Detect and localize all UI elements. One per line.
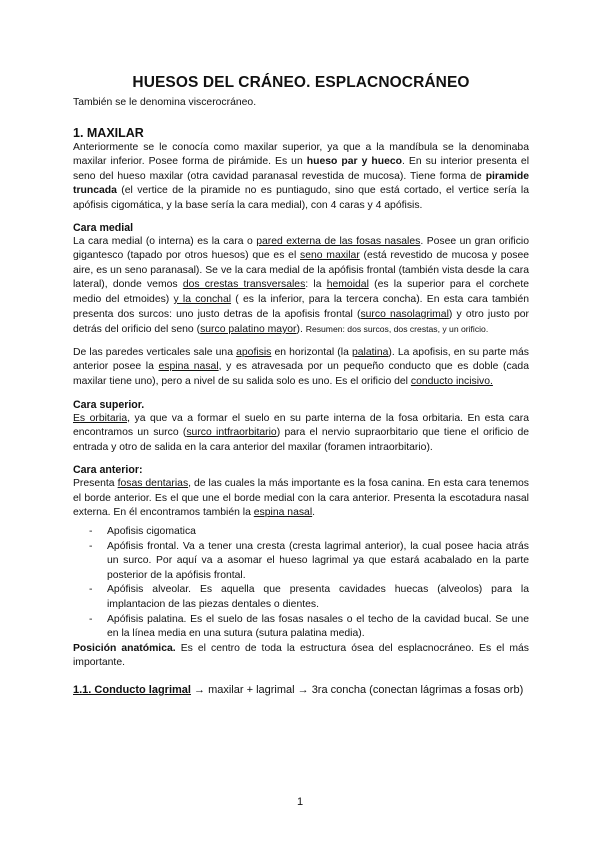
subsection-heading: 1.1. Conducto lagrimal <box>73 684 191 696</box>
list-item: - Apofisis cigomatica <box>73 525 529 540</box>
cara-medial-paragraph: La cara medial (o interna) es la cara o pared externa de las fosas nasales. Posee un gran orificio gigantesco (tapado por otros huesos) que es el seno maxilar (está revestido de mucosa y posee aire, es un seno paranasal). Se ve la cara medial de la apófisis frontal (también vista desde la cara lateral), donde vemos dos crestas transversales: la hemoidal (es la superior para el corchete medio del etmoides) y la conchal ( es la inferior, para la tercera concha). En esta cara también presenta dos surcos: uno justo detras de la apofisis frontal (surco nasolagrimal) y otro justo por detrás del orificio del seno (surco palatino mayor). Resumen: dos surcos, dos crestas, y un orificio. <box>73 235 530 336</box>
heading-cara-superior: Cara superior. <box>73 398 145 411</box>
maxilar-paragraph: Anteriormente se le conocía como maxilar superior, ya que a la mandíbula se la denominaba maxilar inferior. Posee forma de pirámide. Es un hueso par y hueco. En su interior presenta el seno del hueso maxilar (otra cavidad paranasal revestida de mucosa). Tiene forma de piramide truncada (el vertice de la piramide no es puntiagudo, sino que está cortado, el vertice sería la apófisis cigomática, y la base sería la cara medial), con 4 caras y 4 apófisis. <box>73 141 530 211</box>
list-item: - Apófisis alveolar. Es aquella que presenta cavidades huecas (alveolos) para la implantacion de las piezas dentales o dientes. <box>73 583 529 612</box>
document-page <box>73 74 529 698</box>
paredes-paragraph: De las paredes verticales sale una apofisis en horizontal (la palatina). La apofisis, en su parte más anterior posee la espina nasal, y es atravesada por un pequeño conducto que es doble (cada maxilar tiene uno), pero a nivel de su salida solo es uno. Es el orificio del conducto incisivo. <box>73 346 529 387</box>
intro-text: También se le denomina viscerocráneo. <box>73 97 257 108</box>
page-number: 1 <box>296 796 304 808</box>
list-item: - Apófisis frontal. Va a tener una cresta (cresta lagrimal anterior), la cual posee hacia atrás un surco. Por aquí va a asomar el hueso lagrimal ya que estará acabalado en la parte posterior de la apófisis frontal. <box>73 540 529 584</box>
posicion-paragraph: Posición anatómica. Es el centro de toda la estructura ósea del esplacnocráneo. Es el más importante. <box>73 642 529 669</box>
section-heading-maxilar: 1. MAXILAR <box>73 125 144 140</box>
cara-superior-paragraph: Es orbitaria, ya que va a formar el suelo en su parte interna de la fosa orbitaria. En esta cara encontramos un surco (surco intfraorbitario) para el nervio supraorbitario que tiene el orificio de entrada y otro de salida en la cara anterior del maxilar (foramen intraorbitario). <box>73 412 530 453</box>
bold-term: Posición anatómica. <box>73 642 176 654</box>
apofisis-list <box>73 525 529 642</box>
bold-term: piramide truncada <box>73 170 529 197</box>
bold-term: hueso par y hueco <box>306 156 403 168</box>
heading-cara-medial: Cara medial <box>73 221 134 234</box>
cara-anterior-paragraph: Presenta fosas dentarias, de las cuales la más importante es la fosa canina. En esta cara tenemos el borde anterior. Es el que une el borde medial con la cara anterior. Presenta la escotadura nasal externa. En él encontramos también la espina nasal. <box>73 478 530 519</box>
resumen-note: Resumen: dos surcos, dos crestas, y un orificio. <box>305 324 489 335</box>
heading-cara-anterior: Cara anterior: <box>73 464 143 477</box>
subsection-conducto-lagrimal: 1.1. Conducto lagrimal → maxilar + lagrimal → 3ra concha (conectan lágrimas a fosas orb) <box>73 684 524 696</box>
list-item: - Apófisis palatina. Es el suelo de las fosas nasales o el techo de la cavidad bucal. Se une en la línea media en una sutura (sutura palatina media). <box>73 613 529 642</box>
page-title: HUESOS DEL CRÁNEO. ESPLACNOCRÁNEO <box>132 74 470 91</box>
